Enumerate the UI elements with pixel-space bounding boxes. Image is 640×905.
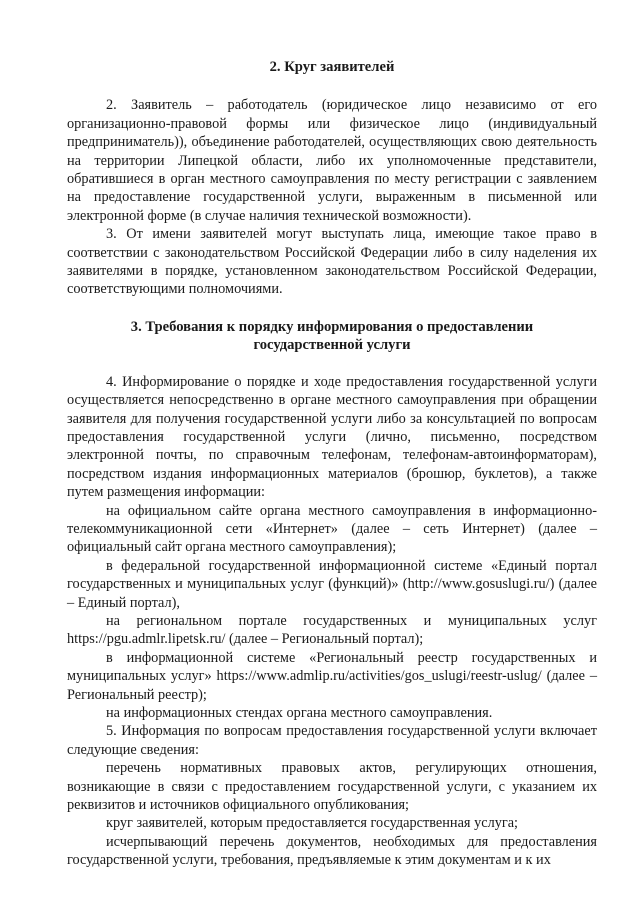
document-body: [67, 58, 597, 870]
section-2-heading: 2. Круг заявителей: [269, 59, 395, 75]
item-regional-portal: на региональном портале государственных и муниципальных услуг https://pgu.admlr.lipetsk.ru/ (далее – Региональный портал);: [67, 612, 597, 648]
section-3-heading-line-1: 3. Требования к порядку информирования о предоставлении: [130, 318, 534, 335]
item-unified-portal: в федеральной государственной информационной системе «Единый портал государственных и муниципальных услуг (функций)» (http://www.gosuslugi.ru/) (далее – Единый портал),: [67, 557, 597, 611]
item-documents-list: исчерпывающий перечень документов, необходимых для предоставления государственной услуги, требования, предъявляемые к этим документам и к их: [67, 833, 597, 869]
paragraph-4: 4. Информирование о порядке и ходе предоставления государственной услуги осуществляется непосредственно в органе местного самоуправления при обращении заявителя для получения государственной услуги либо за консультацией по вопросам предоставления государственной услуги (лично, письменно, посредством электронной почты, по справочным телефонам, телефонам-автоинформаторам), посредством издания информационных материалов (брошюр, буклетов), а также путем размещения информации:: [67, 373, 597, 501]
paragraph-3: 3. От имени заявителей могут выступать лица, имеющие такое право в соответствии с законодательством Российской Федерации либо в силу наделения их заявителями в порядке, установленном законодательством Российской Федерации, соответствующими полномочиями.: [67, 226, 597, 298]
section-3-heading-line-2: государственной услуги: [253, 337, 411, 354]
item-info-stands: на информационных стендах органа местного самоуправления.: [106, 705, 493, 721]
section-3-heading: [67, 318, 597, 355]
paragraph-5: 5. Информация по вопросам предоставления государственной услуги включает следующие сведения:: [67, 723, 597, 758]
item-regional-registry: в информационной системе «Региональный реестр государственных и муниципальных услуг» https://www.admlip.ru/activities/gos_uslugi/reestr-uslug/ (далее – Региональный реестр);: [67, 649, 597, 703]
item-applicants: круг заявителей, которым предоставляется государственная услуга;: [106, 815, 519, 832]
paragraph-2: 2. Заявитель – работодатель (юридическое лицо независимо от его организационно-правовой формы или физическое лицо (индивидуальный предприниматель)), объединение работодателей, осуществляющих свою деятельность на территории Липецкой области, либо их уполномоченные представители, обратившиеся в орган местного самоуправления по месту регистрации с заявлением на предоставление государственной услуги, выраженным в письменной или электронной форме (в случае наличия технической возможности).: [67, 97, 597, 224]
item-official-site: на официальном сайте органа местного самоуправления в информационно-телекоммуникационной сети «Интернет» (далее – сеть Интернет) (далее – официальный сайт органа местного самоуправления);: [67, 502, 597, 556]
item-legal-acts: перечень нормативных правовых актов, регулирующих отношения, возникающие в связи с предоставлением государственной услуги, с указанием их реквизитов и источников официального опубликования;: [67, 760, 597, 814]
